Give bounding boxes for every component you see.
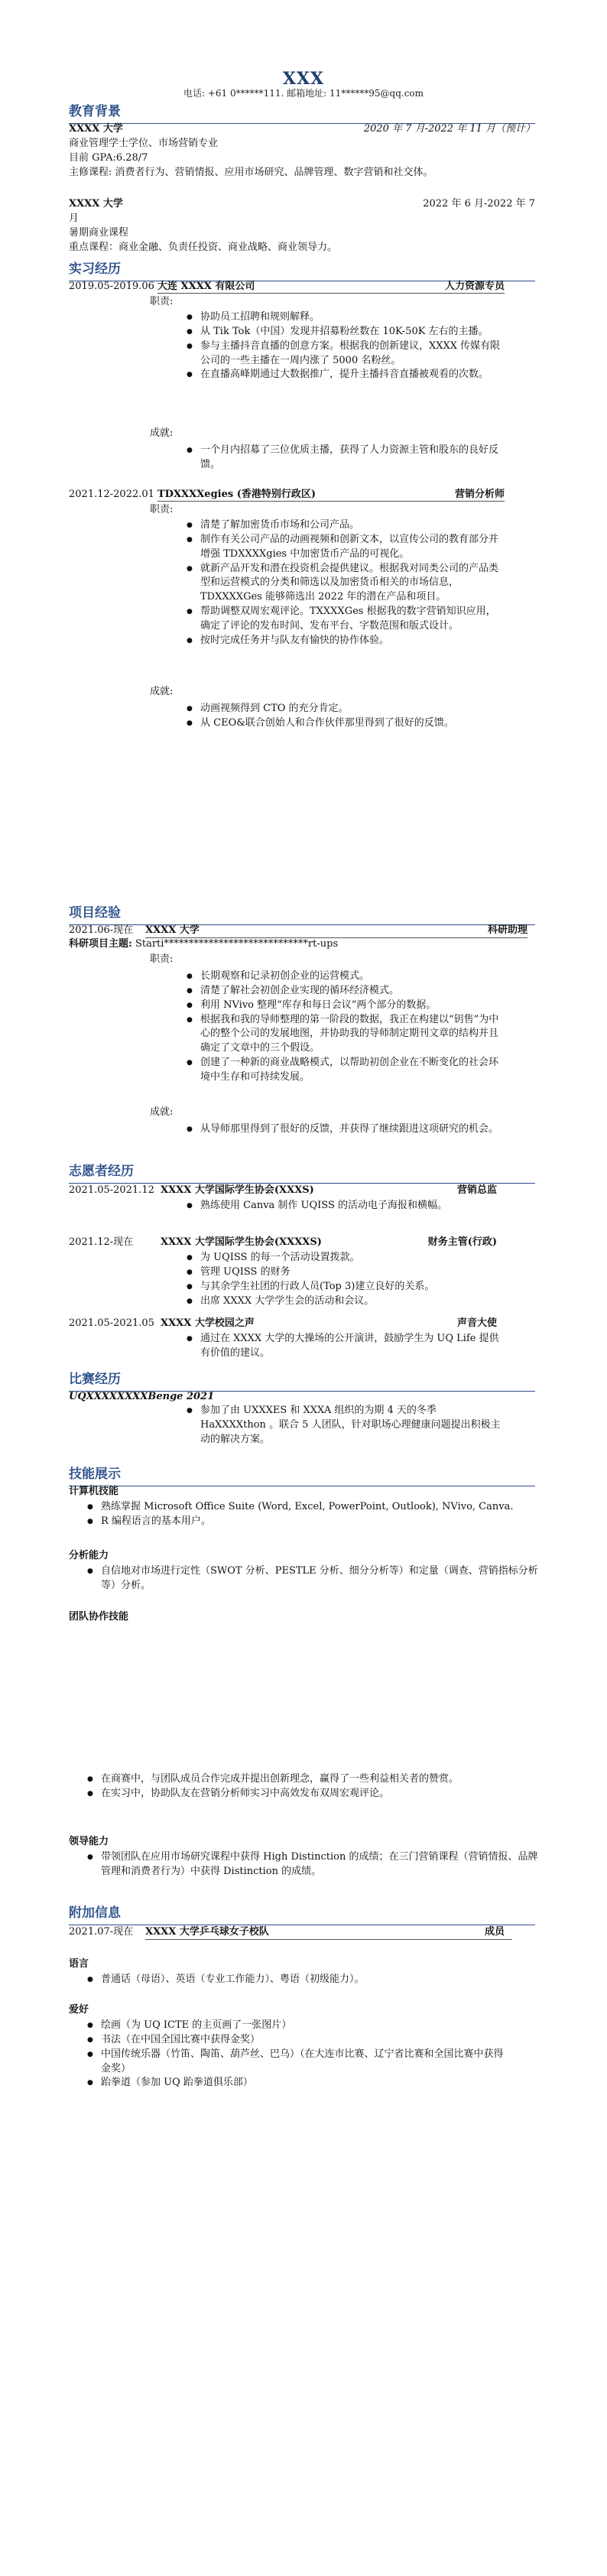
volunteer-list-2 <box>183 1251 505 1308</box>
job-date: 2021.12-2022.01 <box>69 489 154 500</box>
section-education-title: 教育背景 <box>69 102 535 124</box>
results-list <box>183 443 505 473</box>
section-volunteer-title: 志愿者经历 <box>69 1162 535 1184</box>
list-item: ● 管理 UQISS 的财务 <box>183 1265 505 1280</box>
project-topic <box>69 937 535 952</box>
skill-list-computer <box>84 1500 543 1529</box>
volunteer-role: 营销总监 <box>456 1184 497 1196</box>
list-item: ● 从 CEO&联合创始人和合作伙伴那里得到了很好的反馈。 <box>183 716 505 731</box>
volunteer-role: 财务主管(行政) <box>427 1236 497 1248</box>
volunteer-date: 2021.05-2021.12 <box>69 1184 154 1196</box>
list-item: ● 普通话（母语）、英语（专业工作能力）、粤语（初级能力）。 <box>84 1973 543 1987</box>
volunteer-header-3 <box>69 1317 535 1332</box>
section-additional-title: 附加信息 <box>69 1904 535 1925</box>
job-date: 2019.05-2019.06 <box>69 281 154 292</box>
list-item: ● 参与主播抖音直播的创意方案。根据我的创新建议，XXXX 传媒有限公司的一些主播在一周内涨了 5000 名粉丝。 <box>183 339 505 369</box>
job-role: 营销分析师 <box>454 489 505 500</box>
skill-group-name: 分析能力 <box>69 1550 109 1561</box>
job-role: 人力资源专员 <box>444 281 505 292</box>
skill-list-teamwork <box>84 1772 543 1801</box>
list-item: ● 自信地对市场进行定性（SWOT 分析、PESTLE 分析、细分分析等）和定量（调查、营销指标分析等）分析。 <box>84 1564 543 1593</box>
list-item: ● 协助员工招聘和规则解释。 <box>183 310 505 325</box>
duties-list <box>183 310 505 382</box>
duties-list <box>183 970 505 1085</box>
additional-header <box>69 1925 535 1941</box>
school-name: XXXX 大学 <box>69 123 123 135</box>
gpa-line: 目前 GPA:6.28/7 <box>69 151 148 164</box>
results-label: 成就: <box>150 686 174 697</box>
additional-org: XXXX 大学乒乓球女子校队 <box>145 1926 269 1938</box>
list-item: ● 在实习中，协助队友在营销分析师实习中高效发布双周宏观评论。 <box>84 1787 543 1801</box>
competition-list <box>183 1404 505 1447</box>
hobby-label: 爱好 <box>69 2004 89 2016</box>
project-role: 科研助理 <box>487 924 527 936</box>
list-item: ● 从导师那里得到了很好的反馈，并获得了继续跟进这项研究的机会。 <box>183 1122 505 1137</box>
list-item: ● 在直播高峰期通过大数据推广，提升主播抖音直播被观看的次数。 <box>183 368 505 382</box>
list-item: ● 就新产品开发和潜在投资机会提供建议。根据我对同类公司的产品类型和运营模式的分类和筛选以及加密货币相关的市场信息，TDXXXXGes 能够筛选出 2022 年的潜在产品和项目。 <box>183 562 505 606</box>
project-org: XXXX 大学 <box>145 924 200 936</box>
project-date: 2021.06-现在 <box>69 924 134 936</box>
duties-label: 职责: <box>150 296 174 307</box>
education-entry-2 <box>69 197 535 213</box>
list-item: ● 跆拳道（参加 UQ 跆拳道俱乐部） <box>84 2076 512 2090</box>
education-entry-1 <box>69 122 535 138</box>
volunteer-org: XXXX 大学国际学生协会(XXXXS) <box>161 1236 322 1248</box>
topic-value: Starti*****************************rt-ups <box>135 938 339 950</box>
additional-date: 2021.07-现在 <box>69 1926 134 1938</box>
list-item: ● 带领团队在应用市场研究课程中获得 High Distinction 的成绩；在三门营销课程（营销情报、品牌管理和消费者行为）中获得 Distinction 的成绩。 <box>84 1850 543 1879</box>
results-label: 成就: <box>150 427 174 439</box>
list-item: ● 参加了由 UXXXES 和 XXXA 组织的为期 4 天的冬季 HaXXXXthon 。联合 5 人团队，针对职场心理健康问题提出积极主动的解决方案。 <box>183 1404 505 1447</box>
list-item: ● 制作有关公司产品的动画视频和创新文本，以宣传公司的教育部分并增强 TDXXXXgies 中加密货币产品的可视化。 <box>183 533 505 562</box>
contact-line: 电话: +61 0******111. 邮箱地址: 11******95@qq.com <box>183 88 424 99</box>
resume-name: XXX <box>282 69 325 89</box>
list-item: ● 帮助调整双周宏观评论。TXXXXGes 根据我的数字营销知识应用，确定了评论的发布时间、发布平台、字数范围和版式设计。 <box>183 605 505 634</box>
date-continuation: 月 <box>69 213 80 224</box>
section-project-title: 项目经验 <box>69 904 535 925</box>
volunteer-date: 2021.05-2021.05 <box>69 1317 154 1329</box>
education-date: 2022 年 6 月-2022 年 7 <box>423 198 535 210</box>
list-item: ● 中国传统乐器（竹笛、陶笛、葫芦丝、巴乌）（在大连市比赛、辽宁省比赛和全国比赛中获得金奖） <box>84 2048 512 2077</box>
competition-name: UQXXXXXXXXBenge 2021 <box>69 1391 215 1402</box>
courses-line: 主修课程: 消费者行为、营销情报、应用市场研究、品牌管理、数字营销和社交体。 <box>69 166 433 178</box>
list-item: ● 绘画（为 UQ ICTE 的主页画了一张图片） <box>84 2019 512 2033</box>
list-item: ● 熟练使用 Canva 制作 UQISS 的活动电子海报和横幅。 <box>183 1199 505 1213</box>
skill-list-leadership <box>84 1850 543 1879</box>
skill-group-name: 团队协作技能 <box>69 1611 129 1623</box>
list-item: ● 创建了一种新的商业战略模式，以帮助初创企业在不断变化的社会环境中生存和可持续发展。 <box>183 1056 505 1085</box>
list-item: ● 为 UQISS 的每一个活动设置拨款。 <box>183 1251 505 1265</box>
volunteer-role: 声音大使 <box>456 1317 497 1329</box>
list-item: ● 在商赛中，与团队成员合作完成并提出创新理念，赢得了一些利益相关者的赞赏。 <box>84 1772 543 1787</box>
program-line: 暑期商业课程 <box>69 226 129 239</box>
skill-group-name: 领导能力 <box>69 1836 109 1847</box>
duties-label: 职责: <box>150 953 174 965</box>
list-item: ● 书法（在中国全国比赛中获得金奖） <box>84 2033 512 2048</box>
skill-group-name: 计算机技能 <box>69 1486 119 1497</box>
results-list <box>183 702 505 731</box>
company-name: TDXXXXegies (香港特别行政区) <box>157 489 316 500</box>
list-item: ● 根据我和我的导师整理的第一阶段的数据，我正在构建以“钥售”为中心的整个公司的发展地图，并协助我的导师制定期刊文章的结构并且确定了文章中的三个假设。 <box>183 1013 505 1057</box>
education-date: 2020 年 7 月-2022 年 11 月（预计） <box>363 123 535 135</box>
section-skills-title: 技能展示 <box>69 1465 535 1486</box>
list-item: ● 动画视频得到 CTO 的充分肯定。 <box>183 702 505 716</box>
list-item: ● 清楚了解加密货币市场和公司产品。 <box>183 518 505 533</box>
section-competition-title: 比赛经历 <box>69 1370 535 1392</box>
volunteer-header-1 <box>69 1184 535 1199</box>
section-internship-title: 实习经历 <box>69 260 535 281</box>
skill-list-analysis <box>84 1564 543 1593</box>
list-item: ● 从 Tik Tok（中国）发现并招募粉丝数在 10K-50K 左右的主播。 <box>183 325 505 339</box>
courses-line: 重点课程：商业金融、负责任投资、商业战略、商业领导力。 <box>69 241 338 253</box>
list-item: ● 清楚了解社会初创企业实现的循环经济模式。 <box>183 984 505 999</box>
education-details-2 <box>69 212 535 255</box>
degree-line: 商业管理学士学位、市场营销专业 <box>69 138 219 149</box>
list-item: ● 按时完成任务并与队友有愉快的协作体验。 <box>183 634 505 648</box>
results-label: 成就: <box>150 1106 174 1118</box>
volunteer-list-3 <box>183 1332 505 1361</box>
list-item: ● 通过在 XXXX 大学的大操场的公开演讲，鼓励学生为 UQ Life 提供有价值的建议。 <box>183 1332 505 1361</box>
school-name: XXXX 大学 <box>69 198 123 210</box>
hobby-list <box>84 2019 512 2090</box>
list-item: ● 与其余学生社团的行政人员(Top 3)建立良好的关系。 <box>183 1280 505 1294</box>
topic-label: 科研项目主题: <box>69 938 132 950</box>
additional-role: 成员 <box>484 1926 505 1938</box>
results-list <box>183 1122 505 1137</box>
volunteer-date: 2021.12-现在 <box>69 1236 134 1248</box>
volunteer-org: XXXX 大学校园之声 <box>161 1317 255 1329</box>
language-label: 语言 <box>69 1958 89 1970</box>
volunteer-list-1 <box>183 1199 505 1213</box>
list-item: ● 长期观察和记录初创企业的运营模式。 <box>183 970 505 984</box>
list-item: ● 一个月内招募了三位优质主播，获得了人力资源主管和股东的良好反馈。 <box>183 443 505 473</box>
volunteer-org: XXXX 大学国际学生协会(XXXS) <box>161 1184 314 1196</box>
list-item: ● 利用 NVivo 整理“库存和每日会议”两个部分的数据。 <box>183 999 505 1013</box>
education-details-1 <box>69 137 535 180</box>
list-item: ● 熟练掌握 Microsoft Office Suite (Word, Excel, PowerPoint, Outlook), NVivo, Canva. <box>84 1500 543 1515</box>
divider <box>145 1939 512 1940</box>
list-item: ● 出席 XXXX 大学学生会的活动和会议。 <box>183 1294 505 1309</box>
duties-list <box>183 518 505 648</box>
language-list <box>84 1973 543 1987</box>
company-name: 大连 XXXX 有限公司 <box>157 281 255 292</box>
divider <box>157 501 505 502</box>
duties-label: 职责: <box>150 504 174 515</box>
divider <box>157 293 505 294</box>
project-header <box>69 924 535 939</box>
list-item: ● R 编程语言的基本用户。 <box>84 1515 543 1529</box>
volunteer-header-2 <box>69 1236 535 1251</box>
